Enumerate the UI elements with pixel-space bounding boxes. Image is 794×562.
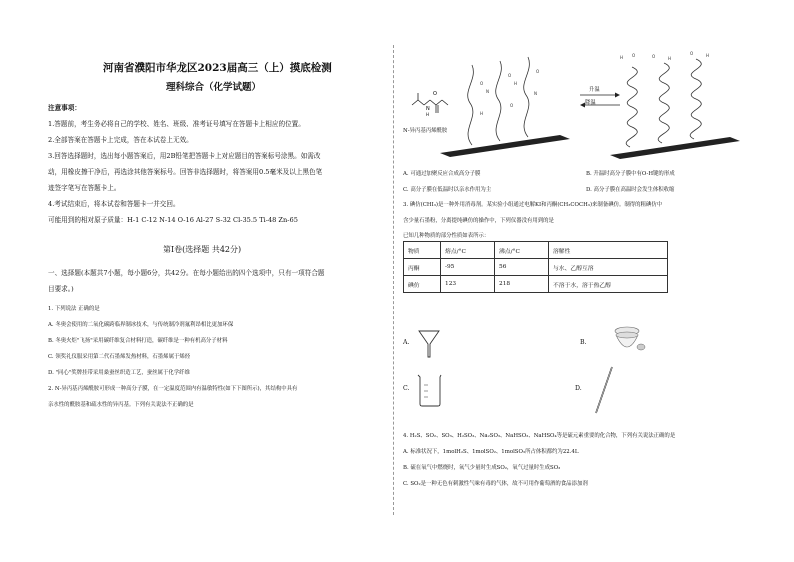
- table-cell: 丙酮: [404, 259, 441, 276]
- notice-line: 1.答题前，考生务必将自己的学校、姓名、班级、准考证号填写在答题卡上相应的位置。: [48, 120, 305, 128]
- q2-stem: 亲水性的酰胺基和疏水性的异丙基。下列有关说法不正确的是: [48, 402, 194, 408]
- table-header-cell: 溶解性: [549, 242, 668, 259]
- q2-option-c: C. 高分子膜在低温时以亲水作用为主: [403, 187, 492, 193]
- exam-subtitle: 理科综合（化学试题）: [166, 82, 262, 93]
- svg-text:H: H: [514, 81, 518, 86]
- q1-stem: 1. 下列说法 正确的是: [48, 306, 100, 312]
- q2-option-a: A. 可通过加聚反应合成高分子膜: [403, 171, 481, 177]
- atomic-mass-line: 可能用到的相对原子质量：H-1 C-12 N-14 O-16 Al-27 S-32 Cl-35.5 Ti-48 Zn-65: [48, 216, 298, 224]
- table-cell: 不溶于水，溶于热乙醇: [549, 276, 668, 293]
- q3-option-c-label: C.: [403, 385, 410, 392]
- q3-option-a-label: A.: [403, 339, 410, 346]
- svg-text:O: O: [632, 53, 636, 58]
- glass-rod-icon: [592, 365, 616, 415]
- q4-option-a: A. 标准状况下，1molH₂S、1molSO₂、1molSO₃所占体积都约为22.4L: [403, 449, 579, 455]
- svg-text:N: N: [486, 89, 489, 94]
- q3-stem: 3. 碘仿(CHI₃)是一种外用消毒剂。某实验小组通过电解KI和丙酮(CH₃COCH₃)来制备碘仿。制得的粗碘仿中: [403, 202, 663, 208]
- table-header-cell: 熔点/°C: [441, 242, 495, 259]
- svg-text:O: O: [508, 73, 512, 78]
- table-caption: 已知几种物质的部分性质如表所示：: [403, 233, 490, 239]
- svg-text:N: N: [534, 91, 537, 96]
- svg-text:O: O: [690, 51, 694, 56]
- svg-text:H: H: [668, 56, 672, 61]
- molecule-structure: [412, 93, 448, 113]
- cool-label: 降温: [585, 100, 596, 106]
- section-intro: 一、选择题(本题共7小题，每小题6分，共42分。在每小题给出的四个选项中，只有一项符合题: [48, 269, 325, 277]
- notice-line: 3.回答选择题时，选出每小题答案后，用2B铅笔把答题卡上对应题目的答案标号涂黑。如需改: [48, 152, 321, 160]
- funnel-icon: [418, 330, 440, 358]
- q1-option-b: B. 冬奥火炬"飞扬"采用碳纤维复合材料打造，碳纤维是一种有机高分子材料: [48, 338, 228, 344]
- table-cell: 218: [495, 276, 549, 293]
- section-intro: 目要求。): [48, 285, 74, 293]
- svg-text:O: O: [433, 91, 437, 97]
- heat-label: 升温: [589, 87, 600, 93]
- svg-text:O: O: [480, 81, 484, 86]
- table-header-cell: 沸点/°C: [495, 242, 549, 259]
- q4-option-b: B. 硫在氧气中燃烧时，氧气少量时生成SO₂，氧气过量时生成SO₃: [403, 465, 561, 471]
- exam-title: 河南省濮阳市华龙区2023届高三（上）摸底检测: [103, 62, 332, 74]
- table-header-cell: 物质: [404, 242, 441, 259]
- q2-option-b: B. 升温时高分子膜中有O-H键的形成: [586, 171, 675, 177]
- table-cell: 与水、乙醇互溶: [549, 259, 668, 276]
- q4-option-c: C. SO₂是一种无色有刺激性气味有毒的气体，故不可用作葡萄酒的食品添加剂: [403, 481, 588, 487]
- molecule-label: N-异丙基丙烯酰胺: [403, 128, 448, 134]
- q3-option-d-label: D.: [575, 385, 582, 392]
- notice-line: 动，用橡皮擦干净后，再选涂其他答案标号。回答非选择题时，将答案用0.5毫米及以上黑色笔: [48, 168, 323, 176]
- q2-stem: 2. N-异丙基丙烯酰胺可形成一种高分子膜，在一定温度范围内有温敏特性(如下下图所示)，其结构中具有: [48, 386, 298, 392]
- q3-stem: 含少量石墨粉，分离提纯碘仿的操作中，下列仪器没有用到的是: [403, 218, 554, 224]
- property-table: [403, 241, 668, 293]
- svg-text:H: H: [480, 111, 484, 116]
- notice-line: 2.全部答案在答题卡上完成，答在本试卷上无效。: [48, 136, 193, 144]
- table-cell: 56: [495, 259, 549, 276]
- section-heading: 第Ⅰ卷(选择题 共42分): [163, 245, 242, 254]
- svg-text:H: H: [426, 112, 430, 117]
- svg-text:H: H: [620, 55, 624, 60]
- table-cell: 123: [441, 276, 495, 293]
- beaker-icon: [415, 373, 445, 407]
- q1-option-c: C. 领奖礼仪服采用第二代石墨烯发热材料，石墨烯属于烯烃: [48, 354, 191, 360]
- notice-line: 4.考试结束后，将本试卷和答题卡一并交回。: [48, 200, 180, 208]
- q2-option-d: D. 高分子膜在高温时会发生体积收缩: [586, 187, 675, 193]
- q1-option-d: D. "同心"奖牌挂带采用桑蚕丝织造工艺，蚕丝属于化学纤维: [48, 370, 190, 376]
- column-divider: [393, 45, 394, 515]
- svg-text:N: N: [426, 106, 430, 112]
- crucible-icon: [612, 325, 646, 357]
- svg-text:O: O: [510, 103, 514, 108]
- table-cell: -95: [441, 259, 495, 276]
- q4-stem: 4. H₂S、SO₂、SO₃、H₂SO₃、Na₂SO₃、NaHSO₃、NaHSO₄等是硫元素重要的化合物，下列有关说法正确的是: [403, 433, 676, 439]
- polymer-figure: [400, 51, 785, 165]
- table-cell: 碘仿: [404, 276, 441, 293]
- svg-text:O: O: [652, 54, 656, 59]
- notice-line: 迹签字笔写在答题卡上。: [48, 184, 121, 192]
- table-row: [404, 276, 668, 293]
- q1-option-a: A. 冬奥会使用的二氧化碳跨临界制冰技术，与传统制冷剂氟利昂相比更加环保: [48, 322, 234, 328]
- table-header-row: [404, 242, 668, 259]
- table-row: [404, 259, 668, 276]
- svg-text:O: O: [536, 69, 540, 74]
- svg-text:H: H: [706, 53, 710, 58]
- q3-option-b-label: B.: [580, 339, 587, 346]
- notice-heading: 注意事项：: [48, 104, 81, 112]
